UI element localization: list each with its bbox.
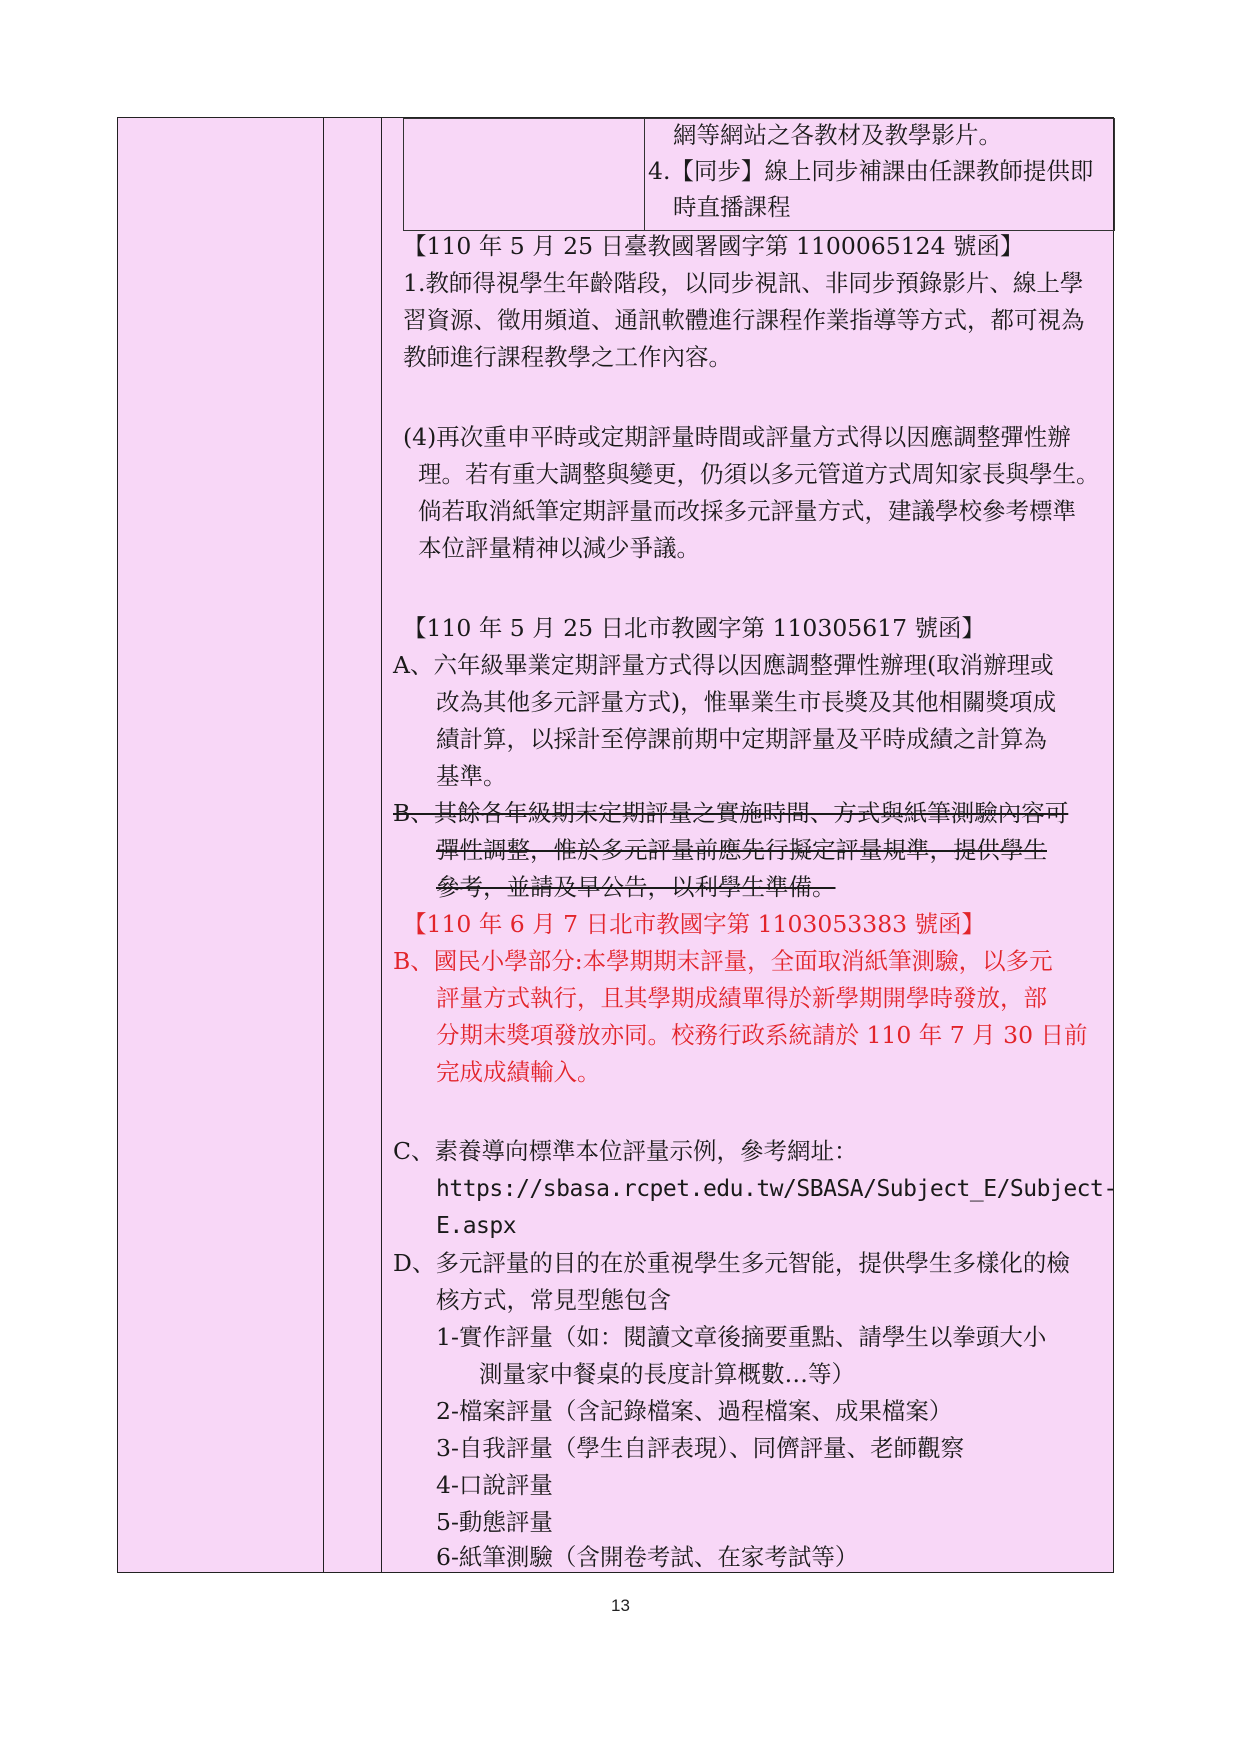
assessment-type-item: 1-實作評量（如：閱讀文章後摘要重點、請學生以拳頭大小 <box>436 1323 1047 1351</box>
section-1-line: 習資源、徵用頻道、通訊軟體進行課程作業指導等方式，都可視為 <box>403 306 1085 334</box>
page-table <box>117 117 1117 1573</box>
item-d-line: 核方式，常見型態包含 <box>436 1286 671 1314</box>
assessment-type-item: 6-紙筆測驗（含開卷考試、在家考試等） <box>436 1543 859 1571</box>
section-1-line: 1.教師得視學生年齡階段，以同步視訊、非同步預錄影片、線上學 <box>403 269 1084 297</box>
assessment-type-item: 3-自我評量（學生自評表現）、同儕評量、老師觀察 <box>436 1434 965 1462</box>
column-divider-1 <box>323 118 324 1572</box>
section-2-line: 理。若有重大調整與變更，仍須以多元管道方式周知家長與學生。 <box>418 460 1100 488</box>
page-number: 13 <box>611 1596 630 1615</box>
item-b-line: 完成成績輸入。 <box>436 1058 601 1086</box>
reference-url[interactable]: E.aspx <box>436 1213 517 1239</box>
item-a-line: 績計算，以採計至停課前期中定期評量及平時成績之計算為 <box>436 725 1047 753</box>
item-b-line: 評量方式執行，且其學期成績單得於新學期開學時發放，部 <box>436 984 1047 1012</box>
struck-item-b-line: B、其餘各年級期末定期評量之實施時間、方式與紙筆測驗內容可 <box>393 799 1069 827</box>
item-a-line: 基準。 <box>436 762 507 790</box>
item-d-line: D、多元評量的目的在於重視學生多元智能，提供學生多樣化的檢 <box>393 1249 1070 1277</box>
section-2-line: (4)再次重申平時或定期評量時間或評量方式得以因應調整彈性辦 <box>403 423 1071 451</box>
section-1-heading: 【110 年 5 月 25 日臺教國署國字第 1100065124 號函】 <box>403 232 1024 260</box>
content-cell <box>383 118 1117 1572</box>
item-b-line: B、國民小學部分:本學期期末評量，全面取消紙筆測驗，以多元 <box>393 947 1053 975</box>
assessment-type-item: 測量家中餐桌的長度計算概數…等） <box>479 1360 855 1388</box>
assessment-type-item: 4-口說評量 <box>436 1471 553 1499</box>
inner-table-line: 網等網站之各教材及教學影片。 <box>673 121 1002 149</box>
inner-table-line: 4.【同步】線上同步補課由任課教師提供即 <box>648 157 1094 185</box>
section-1-line: 教師進行課程教學之工作內容。 <box>403 343 732 371</box>
struck-item-b-line: 參考，並請及早公告，以利學生準備。 <box>436 873 836 901</box>
item-b-line: 分期末獎項發放亦同。校務行政系統請於 110 年 7 月 30 日前 <box>436 1021 1088 1049</box>
reference-url[interactable]: https://sbasa.rcpet.edu.tw/SBASA/Subject_E/Subject- <box>436 1176 1117 1202</box>
assessment-type-item: 2-檔案評量（含記錄檔案、過程檔案、成果檔案） <box>436 1397 953 1425</box>
item-a-line: A、六年級畢業定期評量方式得以因應調整彈性辦理(取消辦理或 <box>393 651 1054 679</box>
assessment-type-item: 5-動態評量 <box>436 1508 553 1536</box>
section-4-heading: 【110 年 6 月 7 日北市教國字第 1103053383 號函】 <box>403 910 986 938</box>
item-a-line: 改為其他多元評量方式)，惟畢業生市長獎及其他相關獎項成 <box>436 688 1057 716</box>
inner-table-divider <box>644 119 645 230</box>
struck-item-b-line: 彈性調整，惟於多元評量前應先行擬定評量規準，提供學生 <box>436 836 1047 864</box>
item-c-line: C、素養導向標準本位評量示例，參考網址： <box>393 1137 858 1165</box>
column-divider-2 <box>381 118 382 1572</box>
section-2-line: 倘若取消紙筆定期評量而改採多元評量方式，建議學校參考標準 <box>418 497 1076 525</box>
section-3-heading: 【110 年 5 月 25 日北市教國字第 110305617 號函】 <box>403 614 986 642</box>
inner-table-line: 時直播課程 <box>673 193 791 221</box>
section-2-line: 本位評量精神以減少爭議。 <box>418 534 700 562</box>
